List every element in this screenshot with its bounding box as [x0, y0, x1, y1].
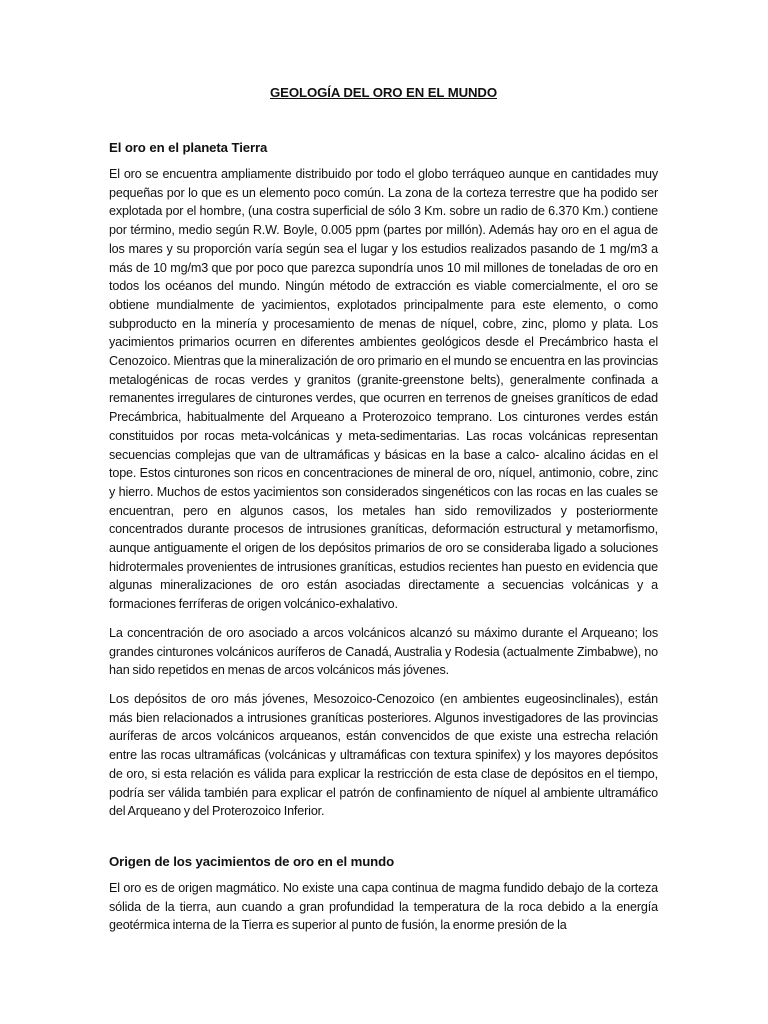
- paragraph: El oro es de origen magmático. No existe una capa continua de magma fundido debajo de la corteza sólida de la tierra, aun cuando a gran profundidad la temperatura de la roca debido a la energía geotérmica interna de la Tierra es superior al punto de fusión, la enorme presión de la: [109, 880, 658, 933]
- paragraph: El oro se encuentra ampliamente distribuido por todo el globo terráqueo aunque en cantidades muy pequeñas por lo que es un elemento poco común. La zona de la corteza terrestre que ha podido ser explotada por el hombre, (una costra superficial de sólo 3 Km. sobre un radio de 6.370 Km.) contiene por término, medio según R.W. Boyle, 0.005 ppm (partes por millón). Además hay oro en el agua de los mares y su proporción varía según sea el lugar y los estudios realizados pasando de 1 mg/m3 a más de 10 mg/m3 que por poco que parezca supondría unos 10 mil millones de toneladas de oro en todos los océanos del mundo. Ningún método de extracción es viable comercialmente, el oro se obtiene mundialmente de yacimientos, explotados principalmente para este elemento, o como subproducto en la minería y procesamiento de menas de níquel, cobre, zinc, plomo y plata. Los yacimientos primarios ocurren en diferentes ambientes geológicos desde el Precámbrico hasta el Cenozoico. Mientras que la mineralización de oro primario en el mundo se encuentra en las provincias metalogénicas de rocas verdes y granitos (granite-greenstone belts), generalmente confinada a remanentes irregulares de cinturones verdes, que ocurren en terrenos de gneises graníticos de edad Precámbrica, habitualmente del Arqueano a Proterozoico temprano. Los cinturones verdes están constituidos por rocas meta-volcánicas y meta-sedimentarias. Las rocas volcánicas representan secuencias complejas que van de ultramáficas y básicas en la base a calco- alcalino ácidas en el tope. Estos cinturones son ricos en concentraciones de mineral de oro, níquel, antimonio, cobre, zinc y hierro. Muchos de estos yacimientos son considerados singenéticos con las rocas en las cuales se encuentran, pero en algunos casos, los metales han sido removilizados y posteriormente concentrados durante procesos de intrusiones graníticas, deformación estructural y metamorfismo, aunque antiguamente el origen de los depósitos primarios de oro se consideraba ligado a soluciones hidrotermales provenientes de intrusiones graníticas, estudios recientes han puesto en evidencia que algunas mineralizaciones de oro están asociadas directamente a secuencias volcánicas y a formaciones ferríferas de origen volcánico-exhalativo.: [109, 167, 658, 612]
- paragraph: Los depósitos de oro más jóvenes, Mesozoico-Cenozoico (en ambientes eugeosinclinales), están más bien relacionados a intrusiones graníticas posteriores. Algunos investigadores de las provincias auríferas de arcos volcánicos arqueanos, están convencidos de que existe una estrecha relación entre las rocas ultramáficas (volcánicas y ultramáficas con textura spinifex) y los mayores depósitos de oro, si esta relación es válida para explicar la restricción de esta clase de depósitos en el tiempo, podría ser válida también para explicar el patrón de confinamiento de níquel al ambiente ultramáfico del Arqueano y del Proterozoico Inferior.: [109, 691, 658, 819]
- document-page: [109, 84, 658, 945]
- section-heading-oro-planeta: El oro en el planeta Tierra: [109, 140, 268, 155]
- document-title: GEOLOGÍA DEL ORO EN EL MUNDO: [269, 85, 498, 100]
- section-heading-origen-yacimientos: Origen de los yacimientos de oro en el mundo: [109, 853, 395, 869]
- paragraph: La concentración de oro asociado a arcos volcánicos alcanzó su máximo durante el Arqueano; los grandes cinturones volcánicos auríferos de Canadá, Australia y Rodesia (actualmente Zimbabwe), no han sido repetidos en menas de arcos volcánicos más jóvenes.: [109, 625, 658, 678]
